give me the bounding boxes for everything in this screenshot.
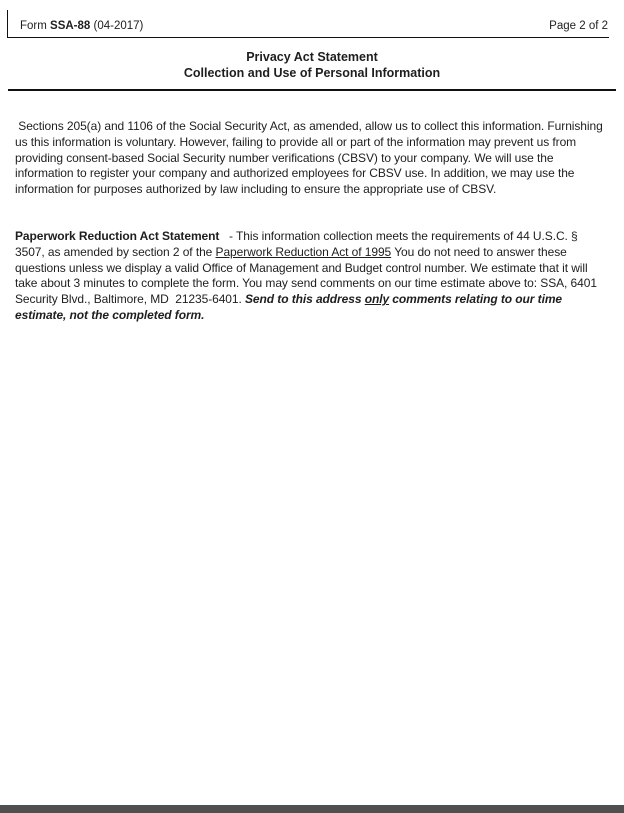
emphasis-before-only: Send to this address: [245, 292, 365, 307]
title-rule: [8, 89, 616, 91]
document-title: [0, 49, 624, 81]
paperwork-separator: -: [219, 229, 237, 243]
header-rule: [7, 37, 609, 38]
form-number: SSA-88: [50, 20, 91, 32]
form-prefix: Form: [20, 20, 51, 32]
privacy-act-paragraph: Sections 205(a) and 1106 of the Social Security Act, as amended, allow us to collect this information. Furnishing us this information is voluntary. However, failing to provide all or part of the information may prevent us from providing consent-based Social Security number verifications (CBSV) to your company. We will use the information to register your company and authorized employees for CBSV use. In addition, we may use the information for purposes authorized by law including to ensure the appropriate use of CBSV.: [15, 119, 606, 197]
paperwork-reduction-paragraph: [15, 229, 605, 324]
left-border-tick: [7, 10, 8, 38]
scan-bottom-bar: [0, 805, 624, 813]
page-header: [20, 20, 608, 33]
paperwork-text-after-link: You do not need to answer these questions unless we display a valid Office of Management and Budget control number. We estimate that it will take about 3 minutes to complete the form. You may send comments on our time estimate above to: SSA, 6401 Security Blvd., Baltimore, MD 21235-6401.: [15, 244, 601, 307]
title-line-2: Collection and Use of Personal Information: [183, 66, 441, 80]
form-revision: (04-2017): [90, 20, 144, 32]
page-indicator: Page 2 of 2: [549, 20, 608, 32]
emphasis-after-only: comments relating to our time estimate, not the completed form.: [15, 292, 566, 322]
title-line-1: Privacy Act Statement: [246, 50, 378, 64]
paperwork-heading: Paperwork Reduction Act Statement: [15, 229, 220, 243]
paperwork-reduction-act-link: Paperwork Reduction Act of 1995: [215, 244, 392, 259]
form-number-label: [20, 20, 143, 33]
paperwork-text-before-link: This information collection meets the requirements of 44 U.S.C. § 3507, as amended by section 2 of the: [15, 229, 581, 259]
emphasis-only: only: [364, 292, 390, 307]
